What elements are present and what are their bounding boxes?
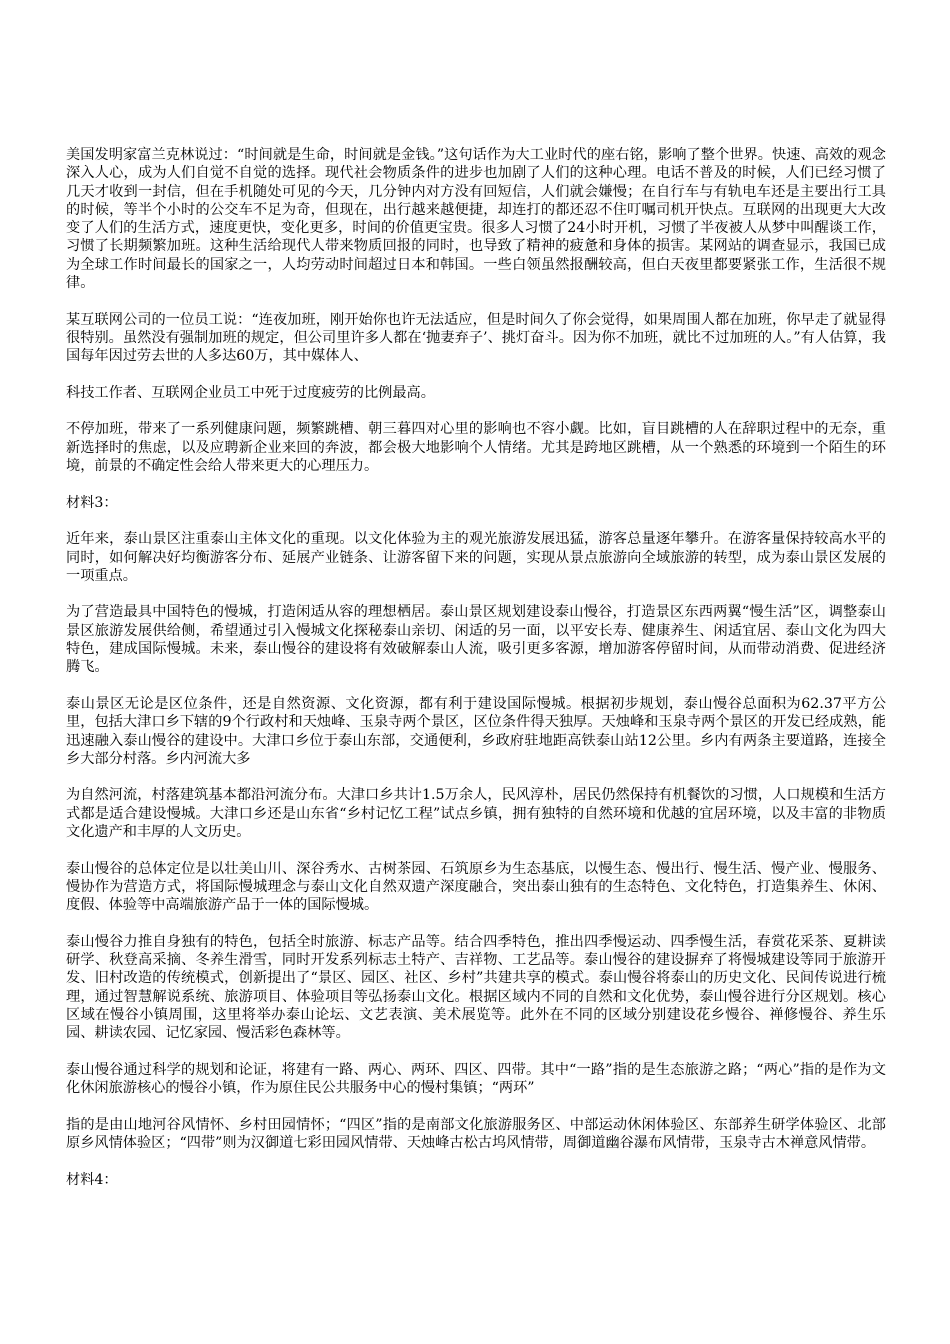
paragraph-village-rivers: 为自然河流，村落建筑基本都沿河流分布。大津口乡共计1.5万余人，民风淳朴，居民仍然保持有机餐饮的习惯，人口规模和生活方式都是适合建设慢城。大津口乡还是山东省“乡村记忆工程”试点乡镇，拥有独特的自然环境和优越的宜居环境，以及丰富的非物质文化遗产和丰厚的人文历史。 [66, 787, 886, 840]
paragraph-slow-city: 为了营造最具中国特色的慢城，打造闲适从容的理想栖居。泰山景区规划建设泰山慢谷，打造景区东西两翼“慢生活”区，调整泰山景区旅游发展供给侧，希望通过引入慢城文化探秘泰山亲切、闲适的另一面，以平安长寿、健康养生、闲适宜居、泰山文化为四大特色，建成国际慢城。未来，泰山慢谷的建设将有效破解泰山人流，吸引更多客源，增加游客停留时间，从而带动消费、促进经济腾飞。 [66, 604, 886, 676]
section-label-material-4: 材料4： [66, 1171, 118, 1188]
section-label-material-3: 材料3： [66, 494, 118, 511]
paragraph-taishan-culture: 近年来，泰山景区注重泰山主体文化的重现。以文化体验为主的观光旅游发展迅猛，游客总量逐年攀升。在游客量保持较高水平的同时，如何解决好均衡游客分布、延展产业链条、让游客留下来的问题，实现从景点旅游向全域旅游的转型，成为泰山景区发展的一项重点。 [66, 531, 886, 584]
paragraph-planning: 泰山慢谷通过科学的规划和论证，将建有一路、两心、两环、四区、四带。其中“一路”指的是生态旅游之路；“两心”指的是作为文化休闲旅游核心的慢谷小镇，作为原住民公共服务中心的慢村集镇；“两环” [66, 1061, 886, 1097]
paragraph-features: 泰山慢谷力推自身独有的特色，包括全时旅游、标志产品等。结合四季特色，推出四季慢运动、四季慢生活，春赏花采茶、夏耕读研学、秋登高采摘、冬养生滑雪，同时开发系列标志土特产、吉祥物、工艺品等。泰山慢谷的建设摒弃了将慢城建设等同于旅游开发、旧村改造的传统模式，创新提出了“景区、园区、社区、乡村”共建共享的模式。泰山慢谷将泰山的历史文化、民间传说进行梳理，通过智慧解说系统、旅游项目、体验项目等弘扬泰山文化。根据区域内不同的自然和文化优势，泰山慢谷进行分区规划。核心区域在慢谷小镇周围，这里将举办泰山论坛、文艺表演、美术展览等。此外在不同的区域分别建设花乡慢谷、禅修慢谷、养生乐园、耕读农园、记忆家园、慢活彩色森林等。 [66, 933, 886, 1042]
paragraph-franklin-quote: 美国发明家富兰克林说过：“时间就是生命，时间就是金钱。”这句话作为大工业时代的座右铭，影响了整个世界。快速、高效的观念深入人心，成为人们自觉不自觉的选择。现代社会物质条件的进步也加剧了人们的这种心理。电话不普及的时候，人们已经习惯了几天才收到一封信，但在手机随处可见的今天，几分钟内对方没有回短信，人们就会嫌慢；在自行车与有轨电车还是主要出行工具的时候，等半个小时的公交车不足为奇，但现在，出行越来越便捷，却连打的都还忍不住叮嘱司机开快点。互联网的出现更大大改变了人们的生活方式，速度更快，变化更多，时间的价值更宝贵。很多人习惯了24小时开机，习惯了半夜被人从梦中叫醒谈工作，习惯了长期频繁加班。这种生活给现代人带来物质回报的同时，也导致了精神的疲惫和身体的损害。某网站的调查显示，我国已成为全球工作时间最长的国家之一，人均劳动时间超过日本和韩国。一些白领虽然报酬较高，但白天夜里都要紧张工作，生活很不规律。 [66, 147, 886, 292]
paragraph-zones: 指的是由山地河谷风情怀、乡村田园情怀；“四区”指的是南部文化旅游服务区、中部运动休闲体验区、东部养生研学体验区、北部原乡风情体验区；“四带”则为汉御道七彩田园风情带、天烛峰古松古坞风情带，周御道幽谷瀑布风情带，玉泉寺古木禅意风情带。 [66, 1116, 886, 1152]
paragraph-employee-overtime: 某互联网公司的一位员工说：“连夜加班，刚开始你也许无法适应，但是时间久了你会觉得，如果周围人都在加班，你早走了就显得很特别。虽然没有强制加班的规定，但公司里许多人都在‘抛妻弃子’、挑灯奋斗。因为你不加班，就比不过加班的人。”有人估算，我国每年因过劳去世的人多达60万，其中媒体人、 [66, 311, 886, 365]
paragraph-tech-workers: 科技工作者、互联网企业员工中死于过度疲劳的比例最高。 [66, 384, 435, 401]
paragraph-location-conditions: 泰山景区无论是区位条件，还是自然资源、文化资源，都有利于建设国际慢城。根据初步规划，泰山慢谷总面积为62.37平方公里，包括大津口乡下辖的9个行政村和天烛峰、玉泉寺两个景区，区位条件得天独厚。天烛峰和玉泉寺两个景区的开发已经成熟，能迅速融入泰山慢谷的建设中。大津口乡位于泰山东部，交通便利，乡政府驻地距高铁泰山站12公里。乡内有两条主要道路，连接全乡大部分村落。乡内河流大多 [66, 695, 886, 767]
paragraph-job-hopping: 不停加班，带来了一系列健康问题，频繁跳槽、朝三暮四对心里的影响也不容小觑。比如，盲目跳槽的人在辞职过程中的无奈，重新选择时的焦虑，以及应聘新企业来回的奔波，都会极大地影响个人情绪。尤其是跨地区跳槽，从一个熟悉的环境到一个陌生的环境，前景的不确定性会给人带来更大的心理压力。 [66, 421, 886, 475]
paragraph-overall-positioning: 泰山慢谷的总体定位是以壮美山川、深谷秀水、古树茶园、石筑原乡为生态基底，以慢生态、慢出行、慢生活、慢产业、慢服务、慢协作为营造方式，将国际慢城理念与泰山文化自然双遗产深度融合，突出泰山独有的生态特色、文化特色，打造集养生、休闲、度假、体验等中高端旅游产品于一体的国际慢城。 [66, 860, 886, 914]
